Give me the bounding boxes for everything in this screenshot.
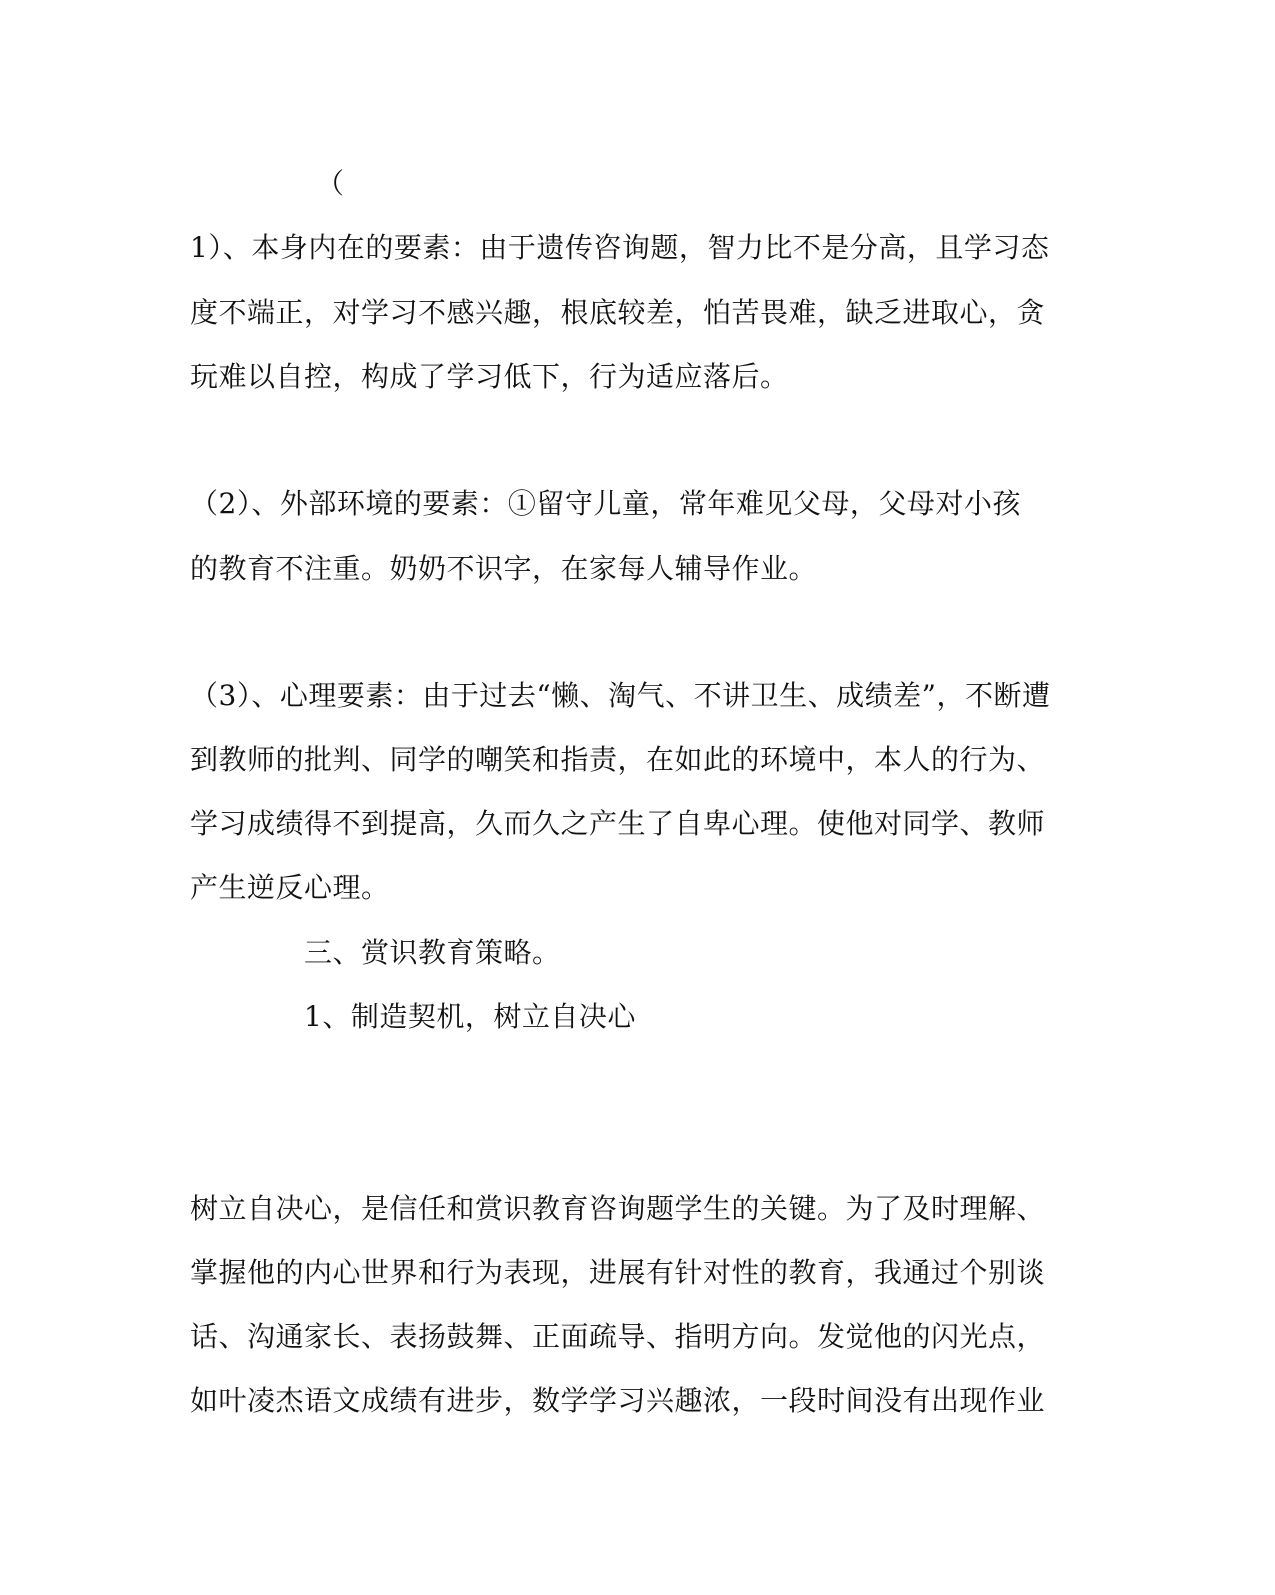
section-heading: 三、赏识教育策略。	[304, 936, 561, 969]
paragraph-1-line-1: 1）、本身内在的要素：由于遗传咨询题，智力比不是分高，且学习态	[190, 231, 1050, 264]
open-paren: （	[316, 167, 345, 200]
paragraph-3-line-2: 到教师的批判、同学的嘲笑和指责，在如此的环境中，本人的行为、	[190, 743, 1046, 776]
paragraph-4-line-4: 如叶凌杰语文成绩有进步，数学学习兴趣浓，一段时间没有出现作业	[190, 1384, 1046, 1417]
paragraph-3-line-3: 学习成绩得不到提高，久而久之产生了自卑心理。使他对同学、教师	[190, 807, 1046, 840]
paragraph-4-line-3: 话、沟通家长、表扬鼓舞、正面疏导、指明方向。发觉他的闪光点，	[190, 1320, 1046, 1353]
paragraph-2-line-2: 的教育不注重。奶奶不识字，在家每人辅导作业。	[190, 552, 818, 585]
paragraph-3-line-4: 产生逆反心理。	[190, 871, 390, 904]
paragraph-1-line-3: 玩难以自控，构成了学习低下，行为适应落后。	[190, 360, 789, 393]
subsection-heading: 1、制造契机，树立自决心	[304, 1000, 636, 1033]
paragraph-3-line-1: （3）、心理要素：由于过去“懒、淘气、不讲卫生、成绩差”，不断遭	[190, 679, 1051, 712]
paragraph-4-line-1: 树立自决心，是信任和赏识教育咨询题学生的关键。为了及时理解、	[190, 1192, 1046, 1225]
paragraph-2-line-1: （2）、外部环境的要素：①留守儿童，常年难见父母，父母对小孩	[190, 487, 1021, 520]
paragraph-4-line-2: 掌握他的内心世界和行为表现，进展有针对性的教育，我通过个别谈	[190, 1256, 1046, 1289]
paragraph-1-line-2: 度不端正，对学习不感兴趣，根底较差，怕苦畏难，缺乏进取心，贪	[190, 296, 1046, 329]
